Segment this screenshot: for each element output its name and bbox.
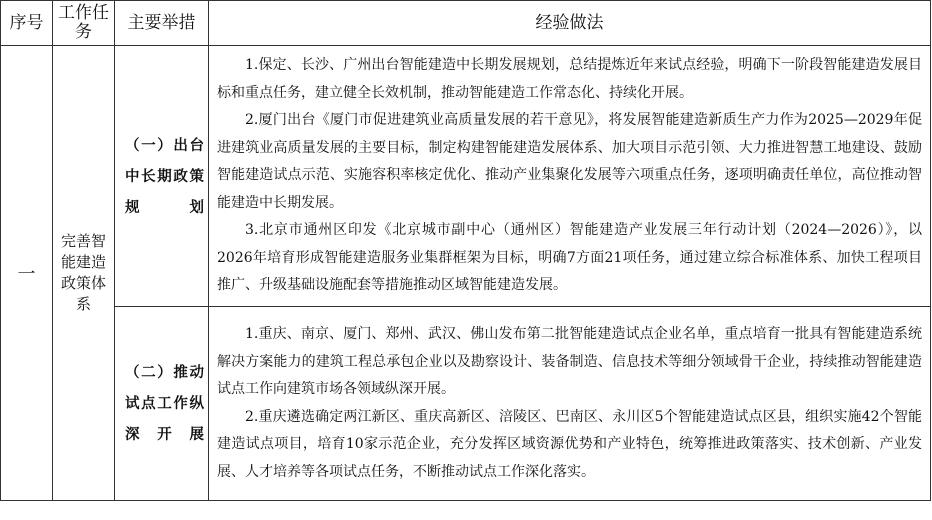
header-task: 工作任务 xyxy=(53,1,115,46)
row-seq: 一 xyxy=(1,46,53,501)
practice-paragraph: 2.厦门出台《厦门市促进建筑业高质量发展的若干意见》，将发展智能建造新质生产力作为2025—2029年促进建筑业高质量发展的主要目标，制定构建智能建造发展体系、加大项目示范引领、大力推进智慧工地建设、鼓励智能建造试点示范、实施容积率核定优化、推动产业集聚化发展等六项重点任务，逐项明确责任单位，高位推动智能建造中长期发展。 xyxy=(217,112,922,211)
practice-paragraph: 2.重庆遴选确定两江新区、重庆高新区、涪陵区、巴南区、永川区5个智能建造试点区县，组织实施42个智能建造试点项目，培育10家示范企业，充分发挥区域资源优势和产业特色，统筹推进政策落实、技术创新、产业发展、人才培养等各项试点任务，不断推动试点工作深化落实。 xyxy=(217,408,922,480)
header-practice: 经验做法 xyxy=(209,1,931,46)
table-header-row xyxy=(1,1,931,46)
practice-cell xyxy=(209,307,931,501)
header-measure: 主要举措 xyxy=(115,1,209,46)
header-seq: 序号 xyxy=(1,1,53,46)
row-task: 完善智能建造政策体系 xyxy=(53,46,115,501)
table-row xyxy=(1,46,931,307)
practice-paragraph: 1.重庆、南京、厦门、郑州、武汉、佛山发布第二批智能建造试点企业名单，重点培育一批具有智能建造系统解决方案能力的建筑工程总承包企业以及勘察设计、装备制造、信息技术等细分领域骨干企业，持续推动智能建造试点工作向建筑市场各领域纵深开展。 xyxy=(217,326,922,397)
table-row xyxy=(1,307,931,501)
measure-title: （一）出台中长期政策规划 xyxy=(115,46,209,307)
practice-cell xyxy=(209,46,931,307)
practice-paragraph: 1.保定、长沙、广州出台智能建造中长期发展规划，总结提炼近年来试点经验，明确下一阶段智能建造发展目标和重点任务，建立健全长效机制，推动智能建造工作常态化、持续化开展。 xyxy=(217,57,922,101)
practice-paragraph: 3.北京市通州区印发《北京城市副中心（通州区）智能建造产业发展三年行动计划（2024—2026）》，以2026年培育形成智能建造服务业集群框架为目标，明确7方面21项任务，通过建立综合标准体系、加快工程项目推广、升级基础设施配套等措施推动区域智能建造发展。 xyxy=(217,222,922,294)
measure-title: （二）推动试点工作纵深开展 xyxy=(115,307,209,501)
